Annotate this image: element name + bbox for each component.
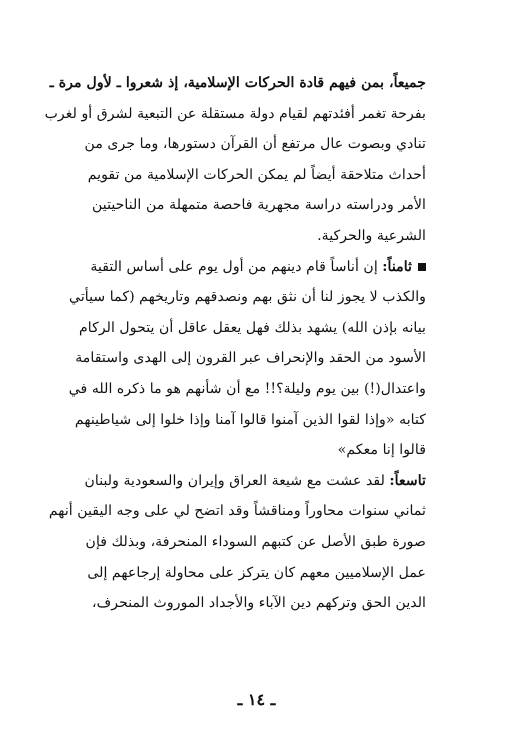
- text-segment: والكذب لا يجوز لنا أن نثق بهم ونصدقهم وتاريخهم (كما سيأتي: [69, 289, 426, 306]
- text-segment: صورة طبق الأصل عن كتبهم السوداء المنحرفة، وبذلك فإن: [85, 533, 426, 550]
- section-heading: جميعاً، بمن فيهم قادة الحركات الإسلامية، إذ شعروا ـ لأول مرة ـ: [49, 75, 426, 91]
- text-line: [74, 405, 426, 436]
- text-line: [84, 129, 426, 160]
- text-segment: ثماني سنوات محاوراً ومناقشاً وقد اتضح لي على وجه اليقين أنهم: [48, 503, 426, 520]
- text-line: [68, 374, 426, 405]
- text-line: [78, 313, 426, 344]
- text-segment: الشرعية والحركية.: [317, 227, 426, 244]
- text-line: [75, 343, 426, 374]
- section-heading: ثامناً:: [382, 258, 412, 275]
- text-segment: أحداث متلاحقة أيضاً لم يمكن الحركات الإسلامية من تقويم: [87, 166, 426, 183]
- text-segment: الأمر ودراسته دراسة مجهرية فاحصة متمهلة من الناحيتين: [92, 197, 426, 214]
- text-line: [87, 160, 426, 191]
- text-segment: الأسود من الحقد والإنحراف عبر القرون إلى الهدى واستقامة: [75, 350, 426, 367]
- text-segment: قالوا إنا معكم»: [337, 442, 426, 459]
- page-body-text: [44, 68, 426, 619]
- text-line: [92, 252, 426, 283]
- text-line: [85, 527, 426, 558]
- text-line: [49, 68, 426, 99]
- text-segment: إن أناساً قام دينهم من أول يوم على أساس التقية: [90, 258, 383, 275]
- text-line: [92, 190, 426, 221]
- text-line: [84, 466, 426, 497]
- text-segment: واعتدال(!) بين يوم وليلة؟!! مع أن شأنهم هو ما ذكره الله في: [68, 380, 426, 397]
- text-line: [69, 282, 426, 313]
- text-line: [87, 558, 426, 589]
- text-segment: كتابه «وإذا لقوا الذين آمنوا قالوا آمنا وإذا خلوا إلى شياطينهم: [74, 411, 426, 428]
- text-line: [44, 99, 426, 130]
- text-line: [92, 221, 426, 252]
- text-segment: لقد عشت مع شيعة العراق وإيران والسعودية ولبنان: [84, 472, 390, 489]
- bullet-square-icon: [418, 263, 426, 271]
- text-segment: الدين الحق وتركهم دين الآباء والأجداد الموروث المنحرف،: [92, 595, 426, 612]
- text-segment: بيانه بإذن الله) يشهد بذلك فهل يعقل عاقل أن يتحول الركام: [78, 319, 426, 336]
- text-segment: بفرحة تغمر أفئدتهم لقيام دولة مستقلة عن التبعية لشرق أو لغرب: [44, 105, 426, 122]
- text-line: [92, 435, 426, 466]
- section-heading: تاسعاً:: [389, 472, 426, 489]
- text-line: [92, 588, 426, 619]
- text-segment: عمل الإسلاميين معهم كان يتركز على محاولة إرجاعهم إلى: [87, 564, 426, 581]
- page-number: ـ ١٤ ـ: [237, 690, 276, 709]
- text-line: [48, 496, 426, 527]
- text-segment: تنادي وبصوت عال مرتفع أن القرآن دستورها، وما جرى من: [84, 136, 426, 153]
